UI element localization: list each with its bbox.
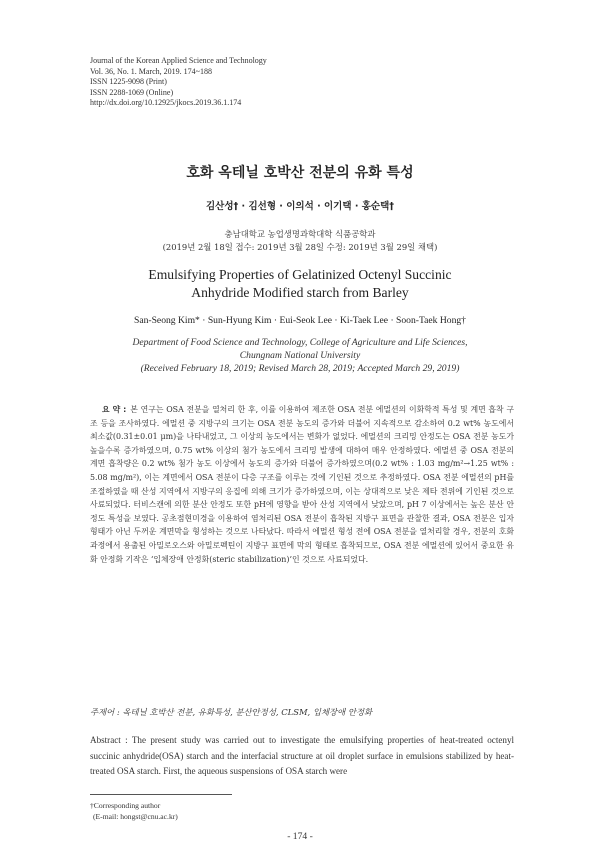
abstract-english-label: Abstract :: [90, 735, 128, 745]
dates-english: (Received February 18, 2019; Revised March 28, 2019; Accepted March 29, 2019): [140, 363, 460, 375]
footnote: [90, 800, 390, 822]
affiliation-korean-name: 충남대학교 농업생명과학대학 식품공학과: [224, 229, 376, 239]
affiliation-korean: [0, 228, 600, 254]
author-email[interactable]: (E-mail: hongst@cnu.ac.kr): [93, 812, 178, 821]
affiliation-english-line2: Chungnam National University: [239, 350, 361, 362]
journal-header: [90, 56, 530, 109]
dates-korean: (2019년 2월 18일 접수: 2019년 3월 28일 수정: 2019년 3월 29일 채택): [162, 242, 438, 252]
keywords: 주제어 : 옥테닐 호박산 전분, 유화특성, 분산안정성, CLSM, 입체장애 안정화: [90, 707, 373, 717]
affiliation-english: [0, 336, 600, 376]
authors-korean: 김산성† · 김선형 · 이의석 · 이기택 · 홍순택†: [205, 201, 395, 212]
title-english-line1: Emulsifying Properties of Gelatinized Octenyl Succinic: [148, 267, 452, 282]
journal-name: Journal of the Korean Applied Science and Technology: [90, 56, 267, 65]
corresponding-author: †Corresponding author: [90, 801, 161, 810]
title-english: [0, 266, 600, 302]
abstract-english: [90, 733, 514, 780]
doi-link[interactable]: http://dx.doi.org/10.12925/jkocs.2019.36.1.174: [90, 98, 242, 108]
page-number: - 174 -: [287, 831, 313, 842]
issn-print: ISSN 1225-9098 (Print): [90, 77, 167, 87]
abstract-english-text: The present study was carried out to investigate the emulsifying properties of heat-treated octenyl succinic anhydride(OSA) starch and the interfacial structure at oil droplet surface in emulsions stabilized by heat-treated OSA starch. First, the aqueous suspensions of OSA starch were: [90, 735, 515, 777]
abstract-korean-label: 요 약 :: [102, 405, 127, 414]
abstract-korean-text: 본 연구는 OSA 전분을 열처리 한 후, 이를 이용하여 제조한 OSA 전분 에멀션의 이화학적 특성 및 계면 흡착 구조 등을 조사하였다. 에멀션 중 지방구의 크기는 OSA 전분 농도의 증가와 더불어 지속적으로 감소하여 0.2 wt% 농도에서 최소값(0.31±0.01 μm)을 나타내었고, 그 이상의 농도에서는 변화가 없었다. 에멀션의 크리밍 안정도는 OSA 전분 농도가 높을수록 증가하였으며, 0.75 wt% 이상의 첨가 농도에서 크리밍 발생에 대하여 매우 안정하였다. 에멀션 중 OSA 전분의 계면 흡착량은 0.2 wt% 첨가 농도 이상에서 농도의 증가와 더불어 증가하였으며(0.2 wt% : 1.03 mg/m²→1.25 wt% : 5.08 mg/m²), 이는 계면에서 OSA 전분이 다층 구조를 이루는 것에 기인된 것으로 추정하였다. OSA 전분 에멀션의 pH를 조절하였을 때 산성 지역에서 지방구의 응집에 의해 크기가 증가하였으며, 이는 상대적으로 낮은 제타 전위에 기인된 것으로 사료되었다. 터비스캔에 의한 분산 안정도 또한 pH에 영향을 받아 산성 지역에서 낮았으며, pH 7 이상에서는 높은 분산 안정도 특성을 보였다. 공초점현미경을 이용하여 염처리된 OSA 전분이 흡착된 지방구 표면을 관찰한 결과, OSA 전분은 입자 형태가 아닌 두꺼운 계면막을 형성하는 것으로 나타났다. 따라서 에멀션 형성 전에 OSA 전분을 열처리할 경우, 전분의 호화과정에서 용출된 아밀로오스와 아밀로펙틴이 지방구 표면에 막의 형태로 흡착되므로, OSA 전분 에멀션에 있어서 중요한 유화 안정화 기작은 ‘입체장애 안정화(steric stabilization)’인 것으로 사료되었다.: [90, 405, 514, 564]
title-korean: 호화 옥테닐 호박산 전분의 유화 특성: [186, 165, 414, 181]
footnote-divider: [90, 794, 232, 795]
title-english-line2: Anhydride Modified starch from Barley: [191, 285, 409, 300]
journal-volume: Vol. 36, No. 1. March, 2019. 174~188: [90, 66, 212, 76]
authors-english: San-Seong Kim* · Sun-Hyung Kim · Eui-Seok Lee · Ki-Taek Lee · Soon-Taek Hong†: [134, 315, 466, 326]
issn-online: ISSN 2288-1069 (Online): [90, 87, 174, 97]
affiliation-english-line1: Department of Food Science and Technology, College of Agriculture and Life Sciences,: [132, 337, 468, 348]
abstract-korean: [90, 403, 514, 566]
